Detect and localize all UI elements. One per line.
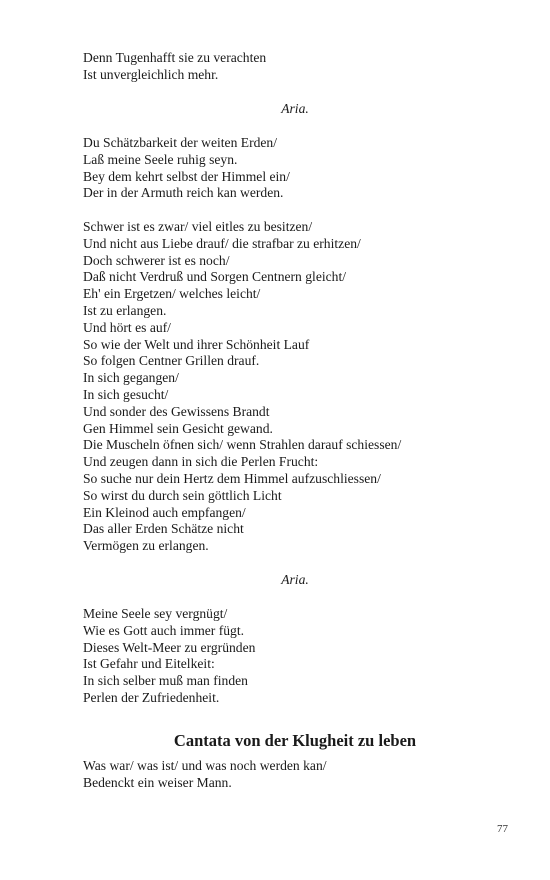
verse-line: Gen Himmel sein Gesicht gewand.	[83, 420, 273, 436]
top-stanza	[83, 50, 503, 84]
verse-line: Ist zu erlangen.	[83, 302, 167, 318]
verse-line: Ist Gefahr und Eitelkeit:	[83, 656, 215, 672]
verse-line: Die Muscheln öfnen sich/ wenn Strahlen darauf schiessen/	[83, 437, 402, 453]
verse-line: Wie es Gott auch immer fügt.	[83, 622, 245, 638]
verse-line: Eh' ein Ergetzen/ welches leicht/	[83, 286, 261, 302]
verse-line: Und sonder des Gewissens Brandt	[83, 403, 270, 419]
verse-line: In sich gegangen/	[83, 370, 179, 386]
verse-line: Vermögen zu erlangen.	[83, 538, 209, 554]
recitative-stanza	[83, 219, 503, 555]
verse-line: Du Schätzbarkeit der weiten Erden/	[83, 135, 278, 150]
aria-heading: Aria.	[281, 572, 309, 587]
verse-line: Das aller Erden Schätze nicht	[83, 521, 244, 537]
page-number: 77	[497, 823, 508, 835]
verse-line: Ein Kleinod auch empfangen/	[83, 504, 246, 520]
verse-line: Denn Tugenhafft sie zu verachten	[83, 50, 267, 65]
verse-line: So wirst du durch sein göttlich Licht	[83, 487, 282, 503]
verse-line: Perlen der Zufriedenheit.	[83, 689, 220, 705]
aria-stanza-1	[83, 135, 503, 202]
verse-line: Der in der Armuth reich kan werden.	[83, 185, 284, 201]
verse-line: Daß nicht Verdruß und Sorgen Centnern gleicht/	[83, 269, 347, 285]
verse-line: Bey dem kehrt selbst der Himmel ein/	[83, 168, 290, 184]
verse-line: Bedenckt ein weiser Mann.	[83, 774, 232, 790]
cantata-stanza	[83, 758, 503, 792]
verse-line: Und hört es auf/	[83, 319, 171, 335]
verse-line: Ist unvergleichlich mehr.	[83, 66, 219, 82]
verse-line: In sich selber muß man finden	[83, 673, 248, 689]
verse-line: Schwer ist es zwar/ viel eitles zu besitzen/	[83, 219, 313, 234]
verse-line: In sich gesucht/	[83, 386, 169, 402]
verse-line: So wie der Welt und ihrer Schönheit Lauf	[83, 336, 310, 352]
aria-heading: Aria.	[281, 101, 309, 116]
verse-line: So suche nur dein Hertz dem Himmel aufzuschliessen/	[83, 470, 381, 486]
verse-line: Dieses Welt-Meer zu ergründen	[83, 639, 256, 655]
verse-line: Laß meine Seele ruhig seyn.	[83, 151, 238, 167]
verse-line: So folgen Centner Grillen drauf.	[83, 353, 260, 369]
verse-line: Und nicht aus Liebe drauf/ die strafbar zu erhitzen/	[83, 235, 361, 251]
verse-line: Doch schwerer ist es noch/	[83, 252, 230, 268]
verse-line: Und zeugen dann in sich die Perlen Frucht:	[83, 454, 319, 470]
verse-line: Was war/ was ist/ und was noch werden kan/	[83, 758, 327, 773]
aria-stanza-2	[83, 606, 503, 707]
cantata-title: Cantata von der Klugheit zu leben	[173, 731, 417, 750]
verse-line: Meine Seele sey vergnügt/	[83, 606, 228, 621]
